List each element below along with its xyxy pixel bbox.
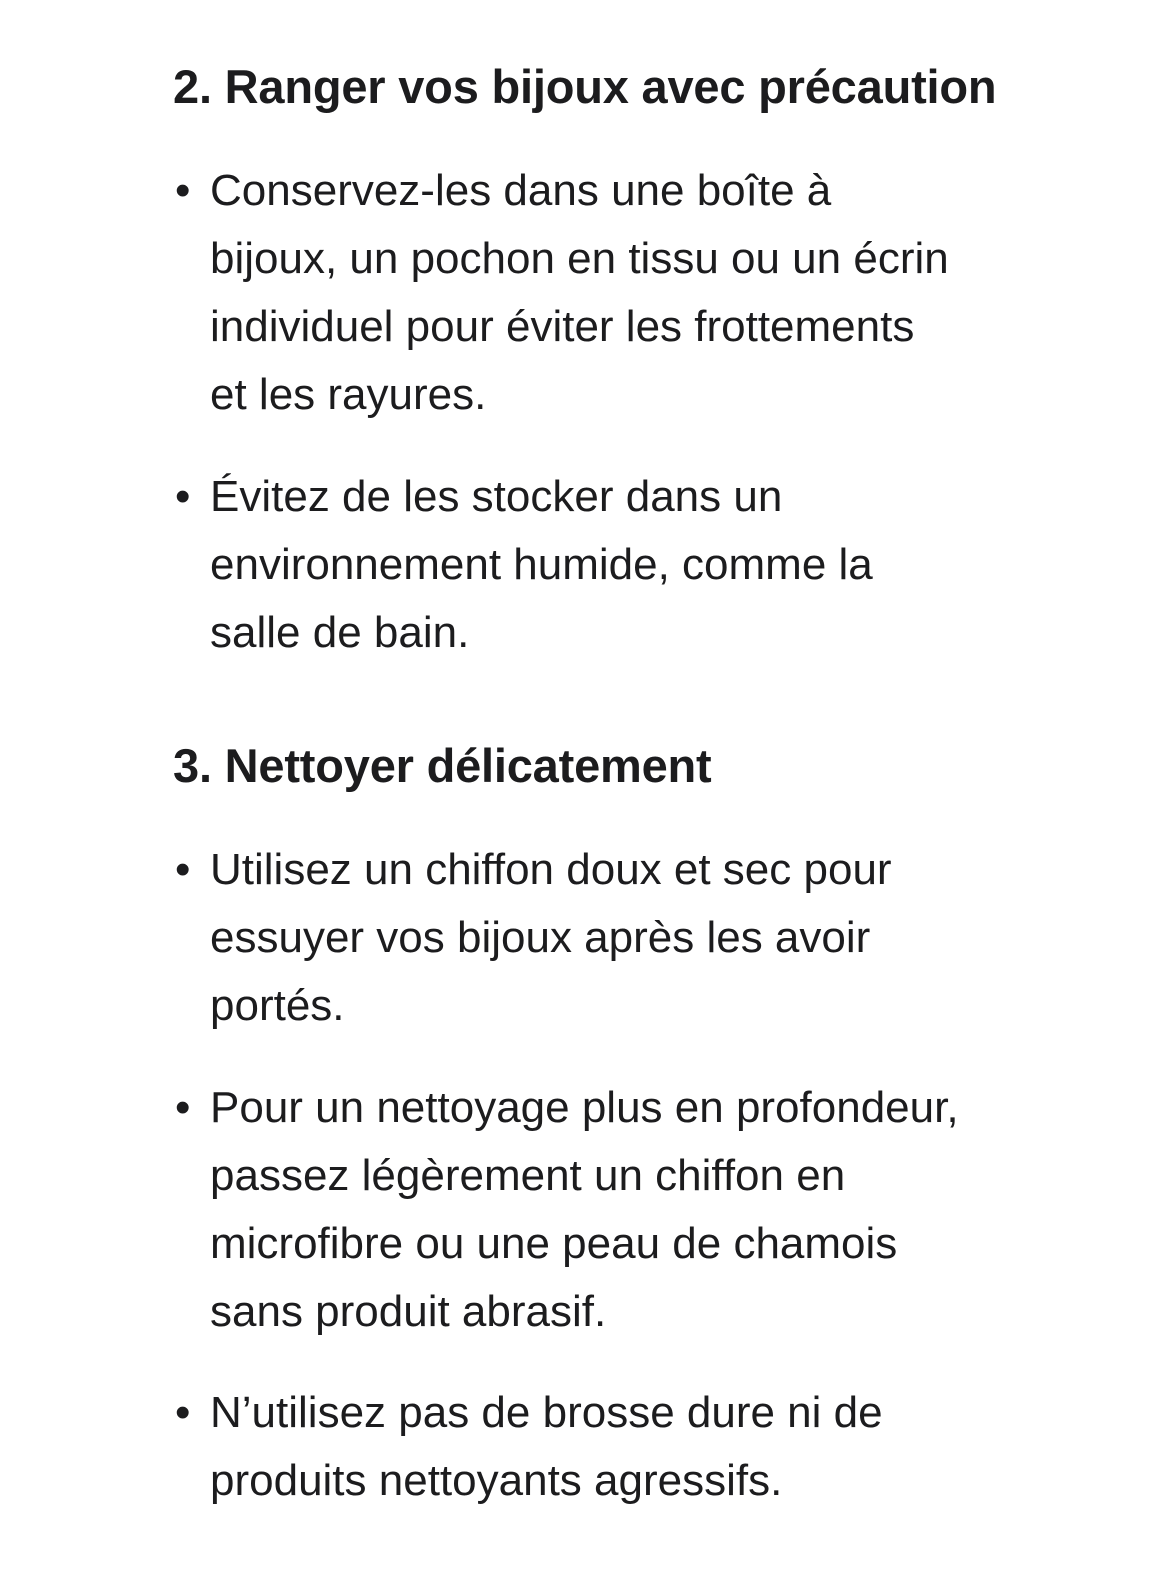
bullet-icon xyxy=(175,463,190,531)
list-item-text: Utilisez un chiffon doux et sec pour essuyer vos bijoux après les avoir portés. xyxy=(210,845,892,1030)
list-item-text: Conservez-les dans une boîte à bijoux, un pochon en tissu ou un écrin individuel pour éviter les frottements et les rayures. xyxy=(210,166,949,419)
bullet-icon xyxy=(175,1379,190,1447)
list-item-text: Pour un nettoyage plus en profondeur, passez légèrement un chiffon en microfibre ou une peau de chamois sans produit abrasif. xyxy=(210,1083,959,1336)
list-item-text: Évitez de les stocker dans un environnement humide, comme la salle de bain. xyxy=(210,472,873,657)
section-heading-cleaning: 3. Nettoyer délicatement xyxy=(173,739,712,792)
bullet-icon xyxy=(175,1074,190,1142)
bullet-icon xyxy=(175,836,190,904)
list-item-text: N’utilisez pas de brosse dure ni de produits nettoyants agressifs. xyxy=(210,1388,883,1505)
bullet-icon xyxy=(175,157,190,225)
section-heading-storage: 2. Ranger vos bijoux avec précaution xyxy=(173,60,997,113)
